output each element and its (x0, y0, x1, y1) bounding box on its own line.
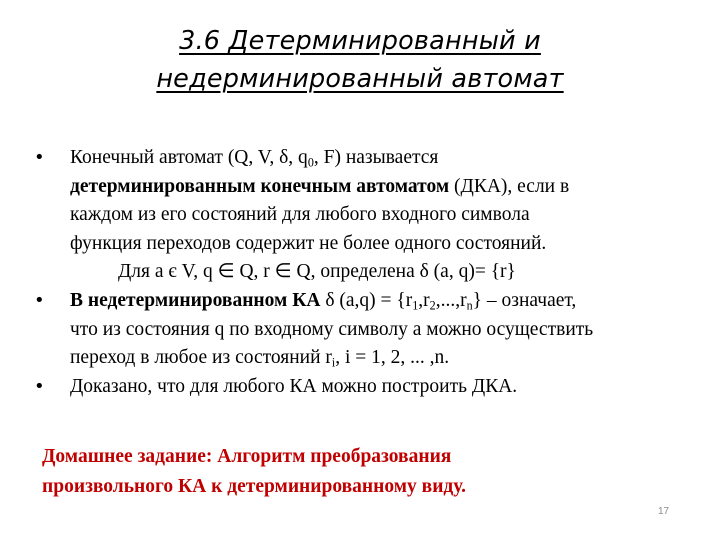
bullet-definition-line-2 (70, 173, 694, 202)
page-number: 17 (658, 506, 670, 517)
text-fragment: , F) называется (313, 147, 439, 168)
bullet-definition-formula: Для a є V, q ∈ Q, r ∈ Q, определена δ (a, q)= {r} (118, 261, 516, 283)
homework-line-1: Домашнее задание: Алгоритм преобразования (42, 446, 452, 467)
bullet-definition-line-4: функция переходов содержит не более одного состояний. (70, 232, 547, 254)
bullet-proven-line-1: • Доказано, что для любого КА можно построить ДКА. (70, 375, 518, 397)
text-fragment: (ДКА), если в (449, 175, 570, 197)
text-fragment: Конечный автомат (Q, V, δ, q (70, 147, 308, 168)
bullet-definition (34, 144, 694, 287)
homework-block (42, 442, 682, 502)
text-fragment: , i = 1, 2, ... ,n. (335, 347, 450, 369)
slide-title-line-1: 3.6 Детерминированный и (179, 26, 541, 56)
text-fragment: ,r (418, 289, 430, 311)
text-fragment: δ (a,q) = {r (320, 289, 413, 311)
bullet-proven (34, 373, 694, 402)
subscript: 1 (412, 298, 419, 313)
slide-body (34, 144, 694, 401)
homework-line-2: произвольного КА к детерминированному виду. (42, 476, 466, 497)
text-fragment: ,...,r (435, 289, 467, 311)
slide-title-line-2: недерминированный автомат (156, 64, 564, 94)
bullet-nondeterministic-line-1 (70, 287, 694, 316)
bullet-definition-line-3: каждом из его состояний для любого входного символа (70, 204, 530, 226)
bullet-nondeterministic-line-2: что из состояния q по входному символу a можно осуществить (70, 318, 594, 340)
dfa-term-bold: детерминированным конечным автоматом (70, 175, 450, 197)
slide-title (0, 22, 720, 98)
nfa-term-bold: В недетерминированном КА (70, 289, 321, 311)
bullet-nondeterministic (34, 287, 694, 373)
bullet-nondeterministic-line-3 (70, 344, 694, 373)
subscript: i (331, 355, 336, 370)
subscript: 2 (429, 298, 436, 313)
text-fragment: переход в любое из состояний r (70, 347, 332, 369)
subscript: n (466, 298, 473, 313)
bullet-definition-line-1 (70, 144, 694, 173)
subscript: 0 (307, 155, 314, 170)
text-fragment: } – означает, (472, 289, 577, 311)
